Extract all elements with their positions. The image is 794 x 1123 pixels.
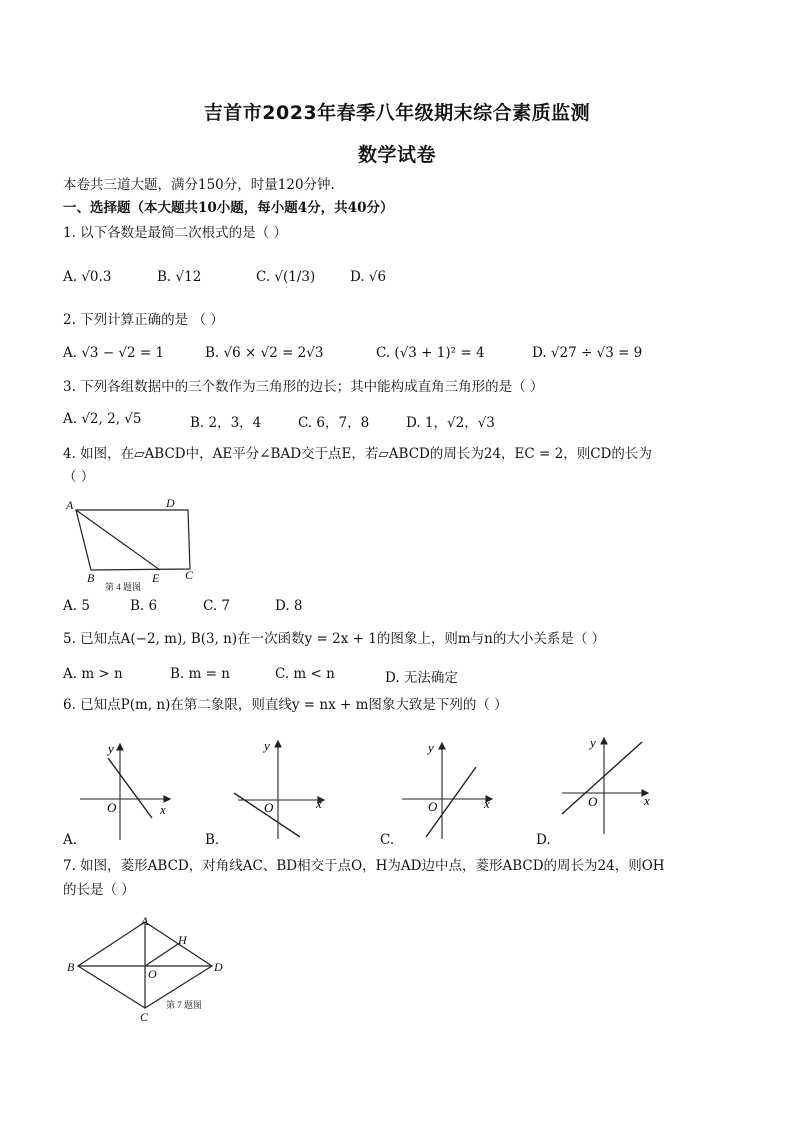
q2-stem: 2. 下列计算正确的是 （ ）	[63, 312, 224, 328]
q4-option-c: C. 7	[203, 598, 231, 614]
q4-stem-line1: 4. 如图，在▱ABCD中，AE平分∠BAD交于点E，若▱ABCD的周长为24，EC = 2，则CD的长为	[63, 446, 652, 462]
graph-b-origin-label: O	[264, 800, 274, 815]
q6-stem: 6. 已知点P(m, n)在第二象限，则直线y = nx + m图象大致是下列的（ ）	[63, 697, 508, 713]
section-heading: 一、选择题（本大题共10小题，每小题4分，共40分）	[63, 200, 394, 216]
point-o-label: O	[148, 967, 157, 981]
q4-option-a: A. 5	[63, 598, 90, 614]
q1-stem: 1. 以下各数是最简二次根式的是（ ）	[63, 225, 287, 241]
point-b-label: B	[87, 571, 95, 585]
page-subtitle: 数学试卷	[357, 144, 436, 166]
q6-option-d: D.	[536, 832, 551, 848]
q5-stem: 5. 已知点A(−2, m), B(3, n)在一次函数y = 2x + 1的图象上，则m与n的大小关系是（ ）	[63, 631, 606, 647]
point-h-label: H	[178, 933, 187, 947]
point-c-label: C	[185, 568, 194, 582]
point-b-label: B	[67, 960, 75, 974]
graph-d-x-label: x	[644, 793, 650, 808]
q3-option-c: C. 6，7，8	[298, 415, 370, 431]
q3-stem: 3. 下列各组数据中的三个数作为三角形的边长；其中能构成直角三角形的是（ ）	[63, 379, 544, 395]
q1-option-b: B. √12	[157, 269, 202, 285]
q5-option-b: B. m = n	[170, 666, 230, 682]
q2-option-b: B. √6 × √2 = 2√3	[205, 345, 324, 361]
graph-a-y-label: y	[108, 741, 114, 756]
graph-a-x-label: x	[160, 802, 166, 817]
graph-b-x-label: x	[316, 796, 322, 811]
q5-option-a: A. m > n	[63, 666, 123, 682]
q5-option-d: D. 无法确定	[385, 670, 458, 686]
q3-option-b: B. 2，3，4	[190, 415, 262, 431]
q7-stem-line2: 的长是（ ）	[63, 882, 135, 898]
q7-figure-caption: 第 7 题图	[166, 1000, 203, 1010]
graph-a-origin-label: O	[107, 800, 117, 815]
q6-option-b: B.	[205, 832, 220, 848]
q6-graph-d	[558, 730, 668, 840]
q1-option-d: D. √6	[350, 269, 387, 285]
point-e-label: E	[152, 571, 160, 585]
q7-rhombus-figure	[62, 912, 242, 1024]
q4-stem-line2: （ ）	[63, 469, 95, 485]
q2-option-d: D. √27 ÷ √3 = 9	[532, 345, 643, 361]
point-d-label: D	[214, 960, 223, 974]
q7-stem-line1: 7. 如图，菱形ABCD，对角线AC、BD相交于点O，H为AD边中点，菱形ABCD的周长为24，则OH	[63, 858, 665, 874]
point-c-label: C	[140, 1010, 149, 1024]
q3-option-d: D. 1，√2，√3	[406, 415, 495, 431]
q4-parallelogram-figure	[60, 494, 200, 594]
q6-graph-c	[396, 735, 506, 845]
intro-text: 本卷共三道大题，满分150分，时量120分钟.	[63, 177, 335, 193]
q6-graph-a	[72, 736, 182, 846]
q1-option-c: C. √(1/3)	[256, 269, 316, 285]
point-a-label: A	[66, 498, 74, 512]
graph-c-origin-label: O	[428, 799, 438, 814]
parallelogram-abcd	[76, 510, 190, 570]
graph-b-y-label: y	[264, 738, 270, 753]
graph-c-y-label: y	[428, 740, 434, 755]
point-a-label: A	[141, 914, 149, 928]
q6-option-c: C.	[380, 832, 395, 848]
graph-c-x-label: x	[484, 796, 490, 811]
graph-d-y-label: y	[590, 735, 596, 750]
q5-option-c: C. m < n	[275, 666, 335, 682]
segment-oh	[145, 944, 178, 966]
q1-option-a: A. √0.3	[63, 269, 112, 285]
q2-option-c: C. (√3 + 1)² = 4	[376, 345, 485, 361]
q3-option-a: A. √2, 2, √5	[63, 411, 142, 427]
point-d-label: D	[166, 496, 175, 510]
q4-option-d: D. 8	[275, 598, 303, 614]
q6-option-a: A.	[63, 832, 78, 848]
q2-option-a: A. √3 − √2 = 1	[63, 345, 165, 361]
graph-d-origin-label: O	[588, 794, 598, 809]
page-title: 吉首市2023年春季八年级期末综合素质监测	[203, 102, 591, 124]
q4-figure-caption: 第 4 题图	[105, 582, 142, 592]
q4-option-b: B. 6	[130, 598, 158, 614]
q6-graph-b	[230, 733, 340, 843]
